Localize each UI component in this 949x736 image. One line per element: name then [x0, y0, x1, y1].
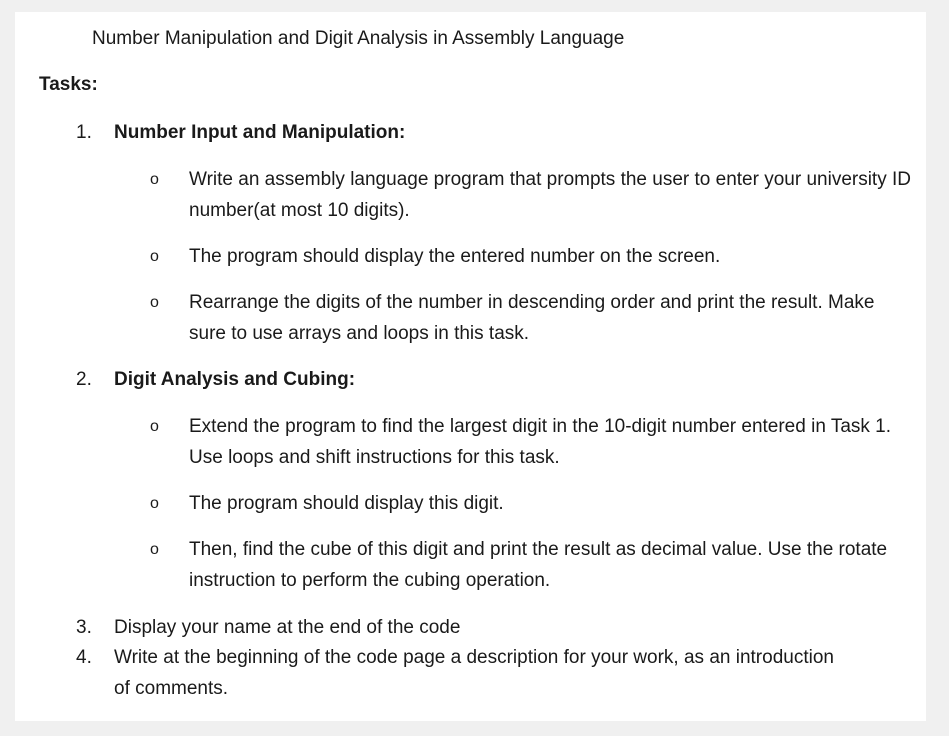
- task-3-number: 3.: [76, 617, 92, 638]
- task-1-bullet-2-text: The program should display the entered number on the screen.: [189, 246, 721, 267]
- bullet-icon: o: [150, 171, 159, 188]
- task-4-text: Write at the beginning of the code page a description for your work, as an introduction of comments.: [114, 647, 834, 699]
- task-2-bullet-1-text: Extend the program to find the largest digit in the 10-digit number entered in Task 1. Use loops and shift instructions for this task.: [189, 416, 892, 468]
- task-2-bullet-2-text: The program should display this digit.: [189, 493, 504, 514]
- task-2-bullet-3-text: Then, find the cube of this digit and print the result as decimal value. Use the rotate instruction to perform the cubing operation.: [189, 539, 888, 591]
- bullet-icon: o: [150, 294, 159, 311]
- task-1-bullet-3-text: Rearrange the digits of the number in descending order and print the result. Make sure to use arrays and loops in this task.: [189, 292, 875, 344]
- task-3-text: Display your name at the end of the code: [114, 617, 461, 638]
- task-2-number: 2.: [76, 369, 92, 390]
- task-1-number: 1.: [76, 122, 92, 143]
- bullet-icon: o: [150, 495, 159, 512]
- task-1-heading: Number Input and Manipulation:: [114, 122, 406, 143]
- bullet-icon: o: [150, 248, 159, 265]
- bullet-icon: o: [150, 541, 159, 558]
- task-4-number: 4.: [76, 647, 92, 668]
- bullet-icon: o: [150, 418, 159, 435]
- document-title: Number Manipulation and Digit Analysis in Assembly Language: [92, 28, 625, 49]
- tasks-heading: Tasks:: [39, 74, 98, 95]
- task-2-heading: Digit Analysis and Cubing:: [114, 369, 356, 390]
- document-page: [15, 12, 926, 721]
- task-1-bullet-1-text: Write an assembly language program that prompts the user to enter your university ID number(at most 10 digits).: [189, 169, 911, 221]
